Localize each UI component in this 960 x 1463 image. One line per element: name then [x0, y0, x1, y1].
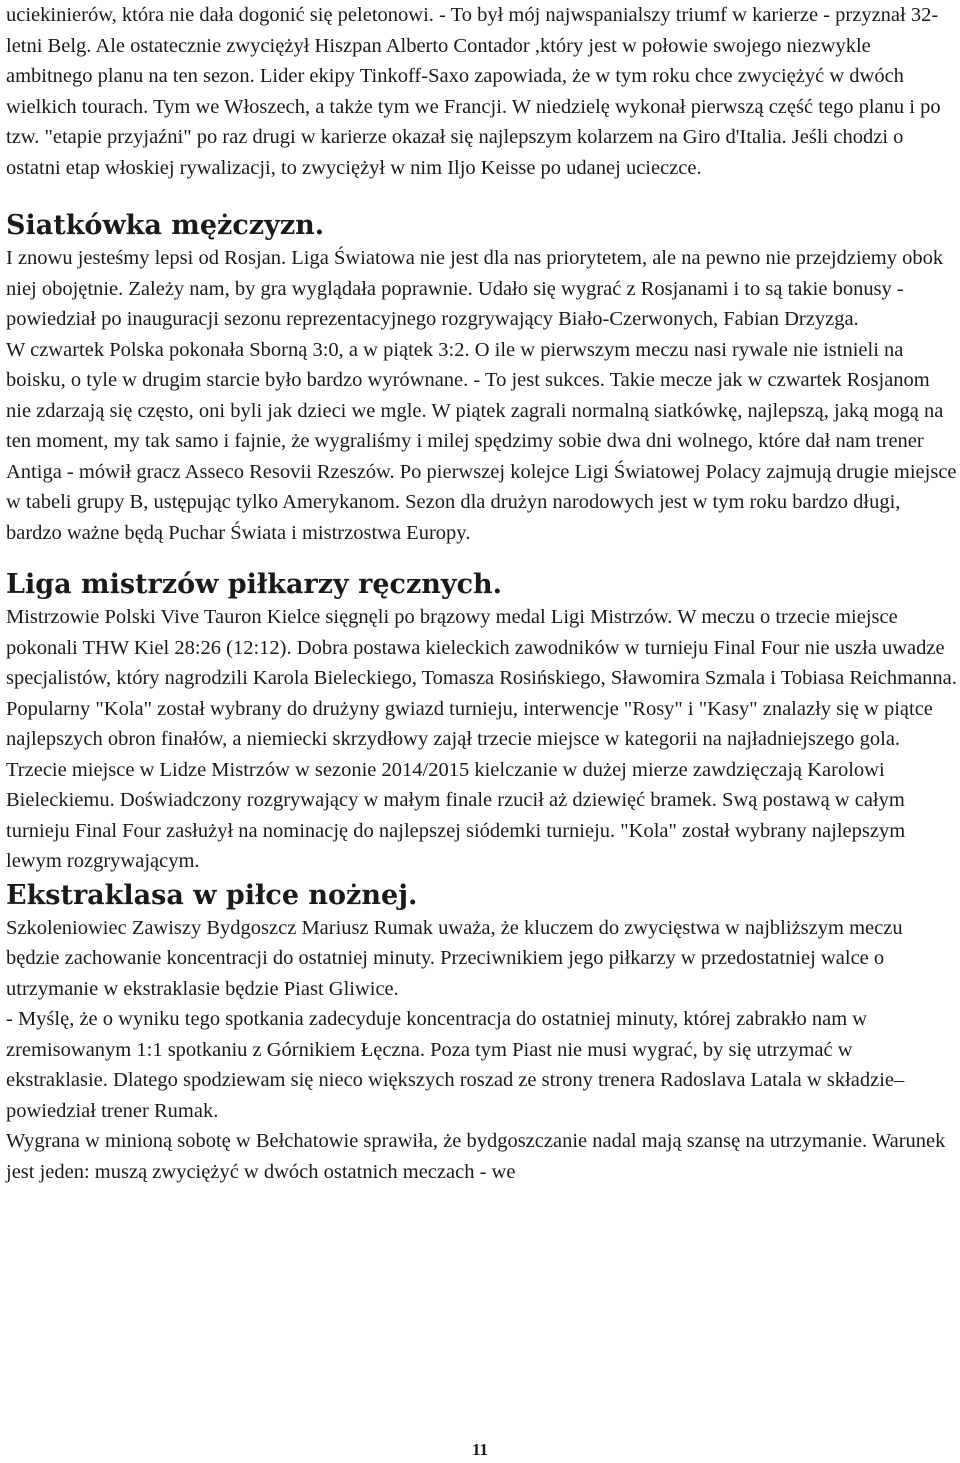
ekstraklasa-paragraph-3: Wygrana w minioną sobotę w Bełchatowie sprawiła, że bydgoszczanie nadal mają szansę na utrzymanie. Warunek jest jeden: muszą zwyciężyć w dwóch ostatnich meczach - we — [6, 1130, 946, 1183]
intro-paragraph: uciekinierów, która nie dała dogonić się peletonowi. - To był mój najwspanialszy triumf w karierze - przyznał 32-letni Belg. Ale ostatecznie zwyciężył Hiszpan Alberto Contador ,który jest w połowie swojego niezwykle ambitnego planu na ten sezon. Lider ekipy Tinkoff-Saxo zapowiada, że w tym roku chce zwyciężyć w dwóch wielkich tourach. Tym we Włoszech, a także tym we Francji. W niedzielę wykonał pierwszą część tego planu i po tzw. "etapie przyjaźni" po raz drugi w karierze okazał się najlepszym kolarzem na Giro d'Italia. Jeśli chodzi o ostatni etap włoskiej rywalizacji, to zwyciężył w nim Iljo Keisse po udanej ucieczce. — [6, 4, 941, 179]
section-heading-ekstraklasa: Ekstraklasa w piłce nożnej. — [6, 879, 418, 911]
siatkowka-paragraph-1: I znowu jesteśmy lepsi od Rosjan. Liga Światowa nie jest dla nas priorytetem, ale na pewno nie przejdziemy obok niej obojętnie. Zależy nam, by gra wyglądała poprawnie. Udało się wygrać z Rosjanami i to są takie bonusy - powiedział po inauguracji sezonu reprezentacyjnego rozgrywający Biało-Czerwonych, Fabian Drzyzga. — [6, 247, 944, 330]
ekstraklasa-paragraph-1: Szkoleniowiec Zawiszy Bydgoszcz Mariusz Rumak uważa, że kluczem do zwycięstwa w najbliższym meczu będzie zachowanie koncentracji do ostatniej minuty. Przeciwnikiem jego piłkarzy w przedostatniej walce o utrzymanie w ekstraklasie będzie Piast Gliwice. — [6, 916, 903, 1000]
siatkowka-paragraph-2: W czwartek Polska pokonała Sborną 3:0, a w piątek 3:2. O ile w pierwszym meczu nasi rywale nie istnieli na boisku, o tyle w drugim starcie było bardzo wyrównane. - To jest sukces. Takie mecze jak w czwartek Rosjanom nie zdarzają się często, oni byli jak dzieci we mgle. W piątek zagrali normalną siatkówkę, najlepszą, jaką mogą na ten moment, my tak samo i fajnie, że wygraliśmy i milej spędzimy sobie dwa dni wolnego, które dał nam trener Antiga - mówił gracz Asseco Resovii Rzeszów. Po pierwszej kolejce Ligi Światowej Polacy zajmują drugie miejsce w tabeli grupy B, ustępując tylko Amerykanom. Sezon dla drużyn narodowych jest w tym roku bardzo długi, bardzo ważne będą Puchar Świata i mistrzostwa Europy. — [6, 338, 957, 544]
section-heading-siatkowka: Siatkówka mężczyzn. — [6, 210, 325, 241]
document-page — [6, 0, 958, 1187]
section-heading-liga-mistrzow: Liga mistrzów piłkarzy ręcznych. — [6, 569, 503, 600]
ekstraklasa-paragraph-2: - Myślę, że o wyniku tego spotkania zadecyduje koncentracja do ostatniej minuty, której zabrakło nam w zremisowanym 1:1 spotkaniu z Górnikiem Łęczna. Poza tym Piast nie musi wygrać, by się utrzymać w ekstraklasie. Dlatego spodziewam się nieco większych roszad ze strony trenera Radoslava Latala w składzie– powiedział trener Rumak. — [6, 1008, 905, 1122]
liga-mistrzow-paragraph-1: Mistrzowie Polski Vive Tauron Kielce sięgnęli po brązowy medal Ligi Mistrzów. W meczu o trzecie miejsce pokonali THW Kiel 28:26 (12:12). Dobra postawa kieleckich zawodników w turnieju Final Four nie uszła uwadze specjalistów, który nagrodzili Karola Bieleckiego, Tomasza Rosińskiego, Sławomira Szmala i Tobiasa Reichmanna. Popularny "Kola" został wybrany do drużyny gwiazd turnieju, interwencje "Rosy" i "Kasy" znalazły się w piątce najlepszych obron finałów, a niemiecki skrzydłowy zajął trzecie miejsce w kategorii na najładniejszego gola. Trzecie miejsce w Lidze Mistrzów w sezonie 2014/2015 kielczanie w dużej mierze zawdzięczają Karolowi Bieleckiemu. Doświadczony rozgrywający w małym finale rzucił aż dziewięć bramek. Swą postawą w całym turnieju Final Four zasłużył na nominację do najlepszej siódemki turnieju. "Kola" został wybrany najlepszym lewym rozgrywającym. — [6, 606, 957, 872]
page-number: 11 — [471, 1440, 489, 1459]
